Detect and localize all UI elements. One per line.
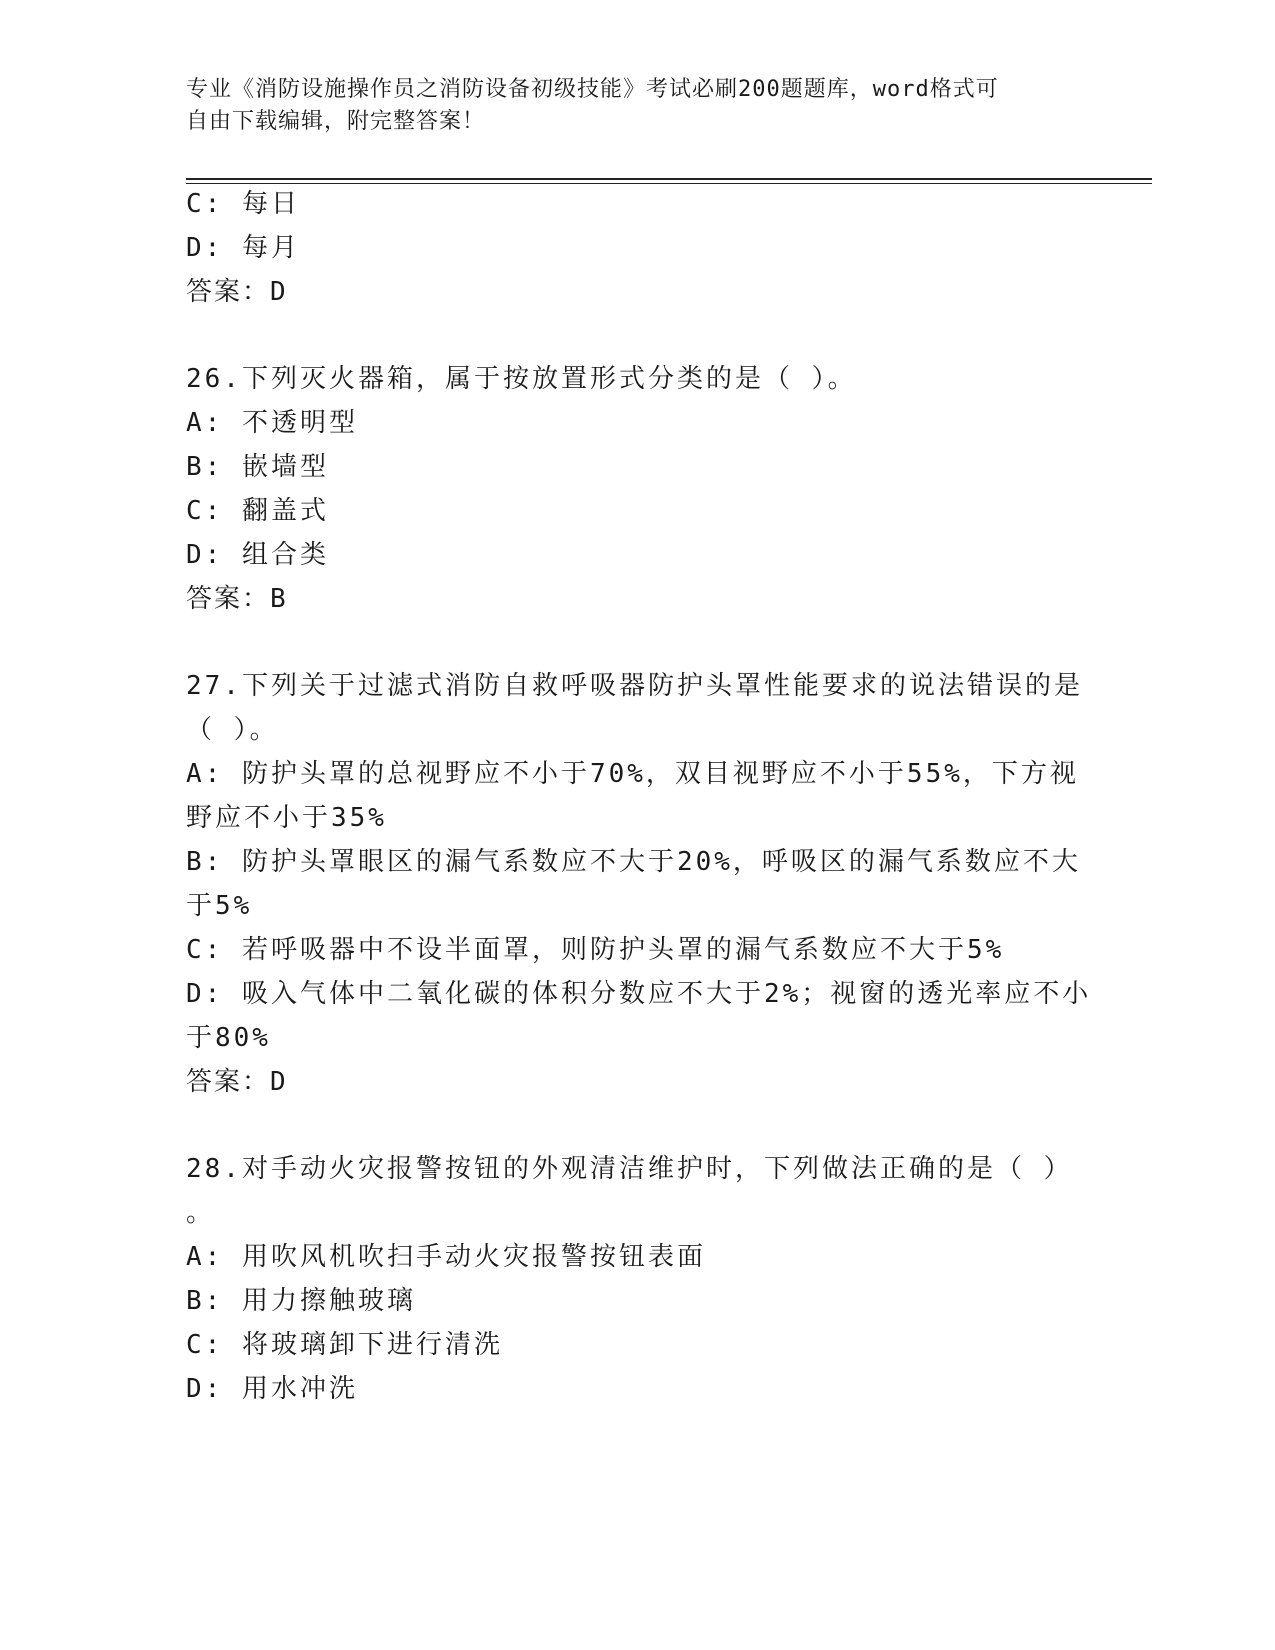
q26-answer: 答案：B: [186, 584, 288, 614]
q27-option-c: C: 若呼吸器中不设半面罩，则防护头罩的漏气系数应不大于5%: [186, 935, 1005, 965]
q27-option-a-line-2: 野应不小于35%: [186, 803, 387, 833]
header-line-2: 自由下载编辑，附完整答案！: [186, 109, 486, 134]
q27-option-b-line-1: B: 防护头罩眼区的漏气系数应不大于20%，呼吸区的漏气系数应不大: [186, 847, 1081, 877]
q27-option-b-line-2: 于5%: [186, 891, 253, 921]
q28-option-c: C: 将玻璃卸下进行清洗: [186, 1330, 503, 1360]
q26-option-d: D: 组合类: [186, 540, 329, 570]
q27-option-a-line-1: A: 防护头罩的总视野应不小于70%，双目视野应不小于55%，下方视: [186, 759, 1079, 789]
q27-answer: 答案：D: [186, 1067, 288, 1097]
header-divider-thin: [186, 183, 1152, 184]
q28-option-b: B: 用力擦触玻璃: [186, 1286, 416, 1316]
q26-stem: 26.下列灭火器箱，属于按放置形式分类的是（ ）。: [186, 364, 857, 394]
q28-stem-line-2: 。: [186, 1198, 216, 1228]
q26-option-a: A: 不透明型: [186, 408, 358, 438]
q28-option-d: D: 用水冲洗: [186, 1374, 358, 1404]
prev-answer: 答案：D: [186, 277, 288, 307]
q27-stem-line-2: （ ）。: [186, 715, 279, 745]
q26-option-c: C: 翻盖式: [186, 496, 329, 526]
header-line-1: 专业《消防设施操作员之消防设备初级技能》考试必刷200题题库，word格式可: [186, 77, 999, 102]
prev-option-d: D: 每月: [186, 233, 300, 263]
prev-option-c: C: 每日: [186, 189, 300, 219]
document-header: [186, 74, 1066, 138]
q28-option-a: A: 用吹风机吹扫手动火灾报警按钮表面: [186, 1242, 706, 1272]
q26-option-b: B: 嵌墙型: [186, 452, 329, 482]
q27-option-d-line-2: 于80%: [186, 1023, 271, 1053]
q27-stem-line-1: 27.下列关于过滤式消防自救呼吸器防护头罩性能要求的说法错误的是: [186, 671, 1083, 701]
header-divider-thick: [186, 178, 1152, 180]
q28-stem-line-1: 28.对手动火灾报警按钮的外观清洁维护时，下列做法正确的是（ ）: [186, 1154, 1073, 1184]
q27-option-d-line-1: D: 吸入气体中二氧化碳的体积分数应不大于2%；视窗的透光率应不小: [186, 979, 1092, 1009]
